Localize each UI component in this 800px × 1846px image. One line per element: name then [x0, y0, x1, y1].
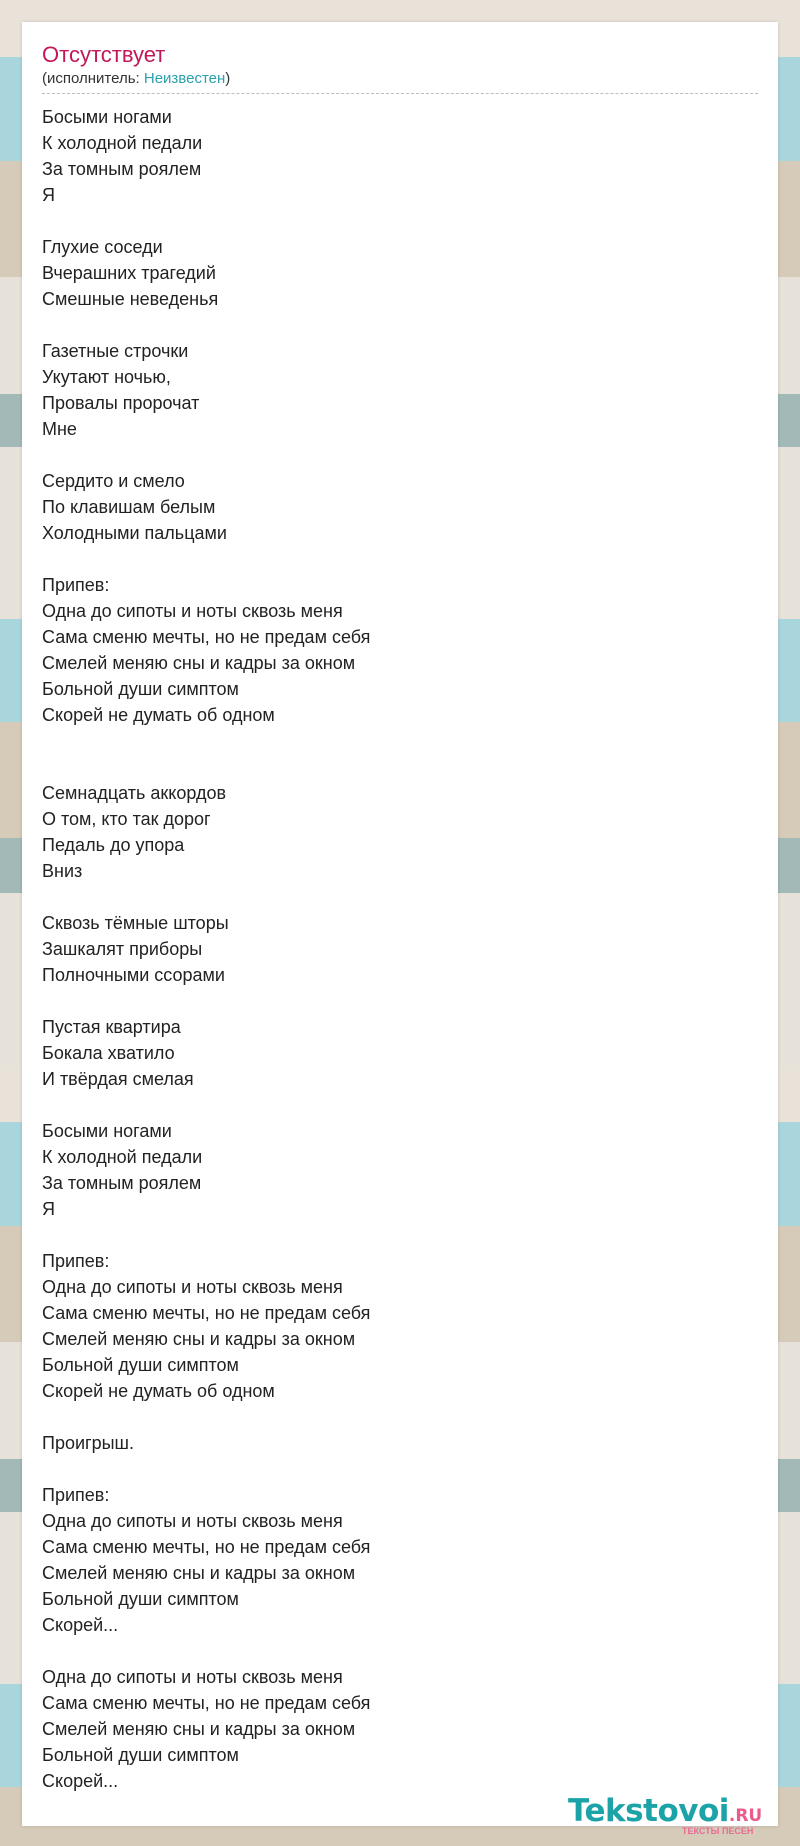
- lyric-line: О том, кто так дорог: [42, 809, 211, 829]
- lyric-line: Сквозь тёмные шторы: [42, 913, 229, 933]
- lyric-line: Одна до сипоты и ноты сквозь меня: [42, 1667, 343, 1687]
- lyric-line: [42, 728, 758, 754]
- lyric-line: [42, 988, 758, 1014]
- lyric-line: К холодной педали: [42, 1147, 203, 1167]
- lyric-line: Холодными пальцами: [42, 523, 227, 543]
- lyric-line: [42, 1222, 758, 1248]
- lyric-line: [42, 312, 758, 338]
- lyric-line: Глухие соседи: [42, 237, 163, 257]
- lyric-line: Больной души симптом: [42, 1745, 239, 1765]
- lyric-line: Скорей не думать об одном: [42, 705, 275, 725]
- lyric-line: Больной души симптом: [42, 1355, 239, 1375]
- lyric-line: Сама сменю мечты, но не предам себя: [42, 627, 371, 647]
- lyric-line: Семнадцать аккордов: [42, 783, 227, 803]
- lyric-line: Припев:: [42, 575, 110, 595]
- lyric-line: И твёрдая смелая: [42, 1069, 194, 1089]
- artist-link[interactable]: Неизвестен: [143, 70, 226, 87]
- lyric-line: Я: [42, 185, 55, 205]
- lyric-line: Смелей меняю сны и кадры за окном: [42, 653, 356, 673]
- lyric-line: По клавишам белым: [42, 497, 216, 517]
- lyric-line: Пустая квартира: [42, 1017, 181, 1037]
- artist-prefix: (исполнитель:: [42, 70, 144, 87]
- lyric-line: Сама сменю мечты, но не предам себя: [42, 1303, 371, 1323]
- lyric-line: К холодной педали: [42, 133, 203, 153]
- song-header: [42, 42, 758, 94]
- lyric-line: Одна до сипоты и ноты сквозь меня: [42, 1511, 343, 1531]
- artist-suffix: ): [225, 70, 231, 87]
- lyric-line: [42, 884, 758, 910]
- lyric-line: Припев:: [42, 1485, 110, 1505]
- lyric-line: [42, 1404, 758, 1430]
- lyric-line: Смелей меняю сны и кадры за окном: [42, 1563, 356, 1583]
- lyric-line: За томным роялем: [42, 1173, 202, 1193]
- lyric-line: Мне: [42, 419, 77, 439]
- lyric-line: За томным роялем: [42, 159, 202, 179]
- lyric-line: [42, 1456, 758, 1482]
- lyric-line: Больной души симптом: [42, 1589, 239, 1609]
- logo-name: Tekstovoi: [568, 1793, 729, 1829]
- lyric-line: Сама сменю мечты, но не предам себя: [42, 1693, 371, 1713]
- site-logo[interactable]: [568, 1794, 768, 1838]
- lyric-line: Скорей не думать об одном: [42, 1381, 275, 1401]
- logo-tld: .RU: [728, 1806, 763, 1826]
- lyric-line: Одна до сипоты и ноты сквозь меня: [42, 1277, 343, 1297]
- lyric-line: Вчерашних трагедий: [42, 263, 216, 283]
- lyric-line: [42, 442, 758, 468]
- artist-line: [42, 70, 758, 88]
- lyric-line: [42, 1092, 758, 1118]
- lyric-line: Припев:: [42, 1251, 110, 1271]
- lyric-line: Смелей меняю сны и кадры за окном: [42, 1719, 356, 1739]
- lyric-line: [42, 546, 758, 572]
- lyric-line: Провалы пророчат: [42, 393, 200, 413]
- lyric-line: [42, 754, 758, 780]
- lyric-line: Бокала хватило: [42, 1043, 175, 1063]
- lyric-line: Проигрыш.: [42, 1433, 134, 1453]
- lyric-line: [42, 1638, 758, 1664]
- lyric-line: Педаль до упора: [42, 835, 185, 855]
- lyric-line: Вниз: [42, 861, 83, 881]
- lyric-line: Укутают ночью,: [42, 367, 171, 387]
- lyric-line: Смелей меняю сны и кадры за окном: [42, 1329, 356, 1349]
- lyric-line: Босыми ногами: [42, 1121, 172, 1141]
- lyric-line: [42, 208, 758, 234]
- lyric-line: Сама сменю мечты, но не предам себя: [42, 1537, 371, 1557]
- lyrics-text: [42, 104, 758, 1794]
- lyric-line: Больной души симптом: [42, 679, 239, 699]
- lyric-line: Полночными ссорами: [42, 965, 225, 985]
- lyric-line: Смешные неведенья: [42, 289, 219, 309]
- song-title: Отсутствует: [42, 42, 166, 67]
- logo-tagline: ТЕКСТЫ ПЕСЕН: [682, 1826, 754, 1836]
- lyric-line: Одна до сипоты и ноты сквозь меня: [42, 601, 343, 621]
- lyric-line: Босыми ногами: [42, 107, 172, 127]
- lyric-line: Скорей...: [42, 1615, 119, 1635]
- lyric-line: Газетные строчки: [42, 341, 189, 361]
- lyric-line: Сердито и смело: [42, 471, 185, 491]
- lyric-line: Зашкалят приборы: [42, 939, 203, 959]
- lyric-line: Скорей...: [42, 1771, 119, 1791]
- lyric-line: Я: [42, 1199, 55, 1219]
- lyrics-card: [22, 22, 778, 1836]
